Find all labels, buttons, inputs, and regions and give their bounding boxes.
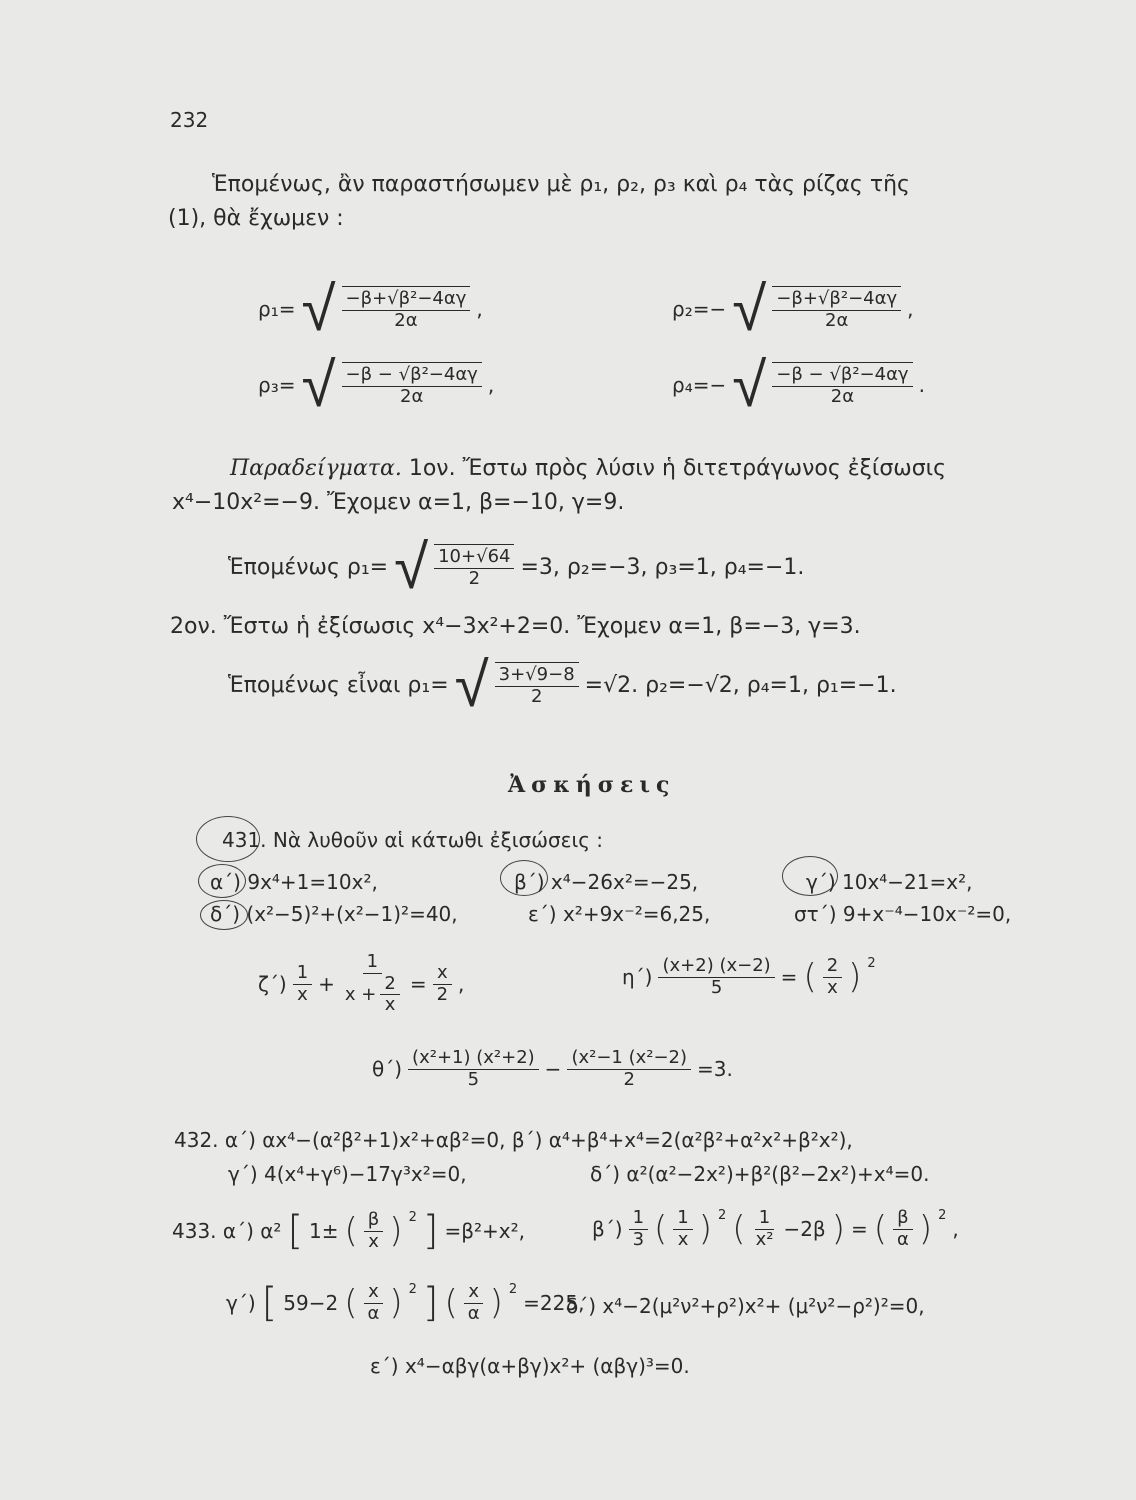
left-paren: (	[344, 1211, 358, 1252]
example-2-numerator: 3+√9−8	[495, 665, 579, 687]
sqrt-sign-icon: √	[301, 272, 336, 345]
root-3-label: ρ₃=	[258, 373, 296, 397]
fraction-numerator: (x²+1) (x²+2)	[408, 1048, 539, 1070]
fraction-denominator: 2	[623, 1068, 635, 1090]
exponent: 2	[938, 1208, 947, 1223]
fraction-denominator: 2	[436, 983, 449, 1005]
problem-433-e: ε΄) x⁴−αβγ(α+βγ)x²+ (αβγ)³=0.	[370, 1354, 690, 1378]
root-4-numerator: −β − √β²−4αγ	[772, 365, 912, 387]
fraction-denominator: x	[384, 994, 396, 1016]
right-bracket: ]	[422, 1280, 439, 1327]
fraction-numerator: x	[433, 963, 452, 985]
problem-433-a	[172, 1208, 525, 1255]
left-paren: (	[873, 1209, 887, 1250]
right-paren: )	[831, 1209, 845, 1250]
fraction-denominator: x²	[755, 1228, 774, 1250]
intro-line-2: (1), θὰ ἔχωμεν :	[168, 206, 344, 231]
root-1-label: ρ₁=	[258, 297, 296, 321]
example-1-intro: 1ον. Ἔστω πρὸς λύσιν ἡ διτετράγωνος ἐξίσωσις	[408, 456, 946, 481]
problem-433-g-rhs: =225,	[523, 1291, 585, 1316]
examples-heading: Παραδείγματα.	[230, 456, 402, 481]
example-1-numerator: 10+√64	[434, 547, 514, 569]
fraction-numerator: 1	[293, 963, 312, 985]
sqrt-sign-icon: √	[454, 648, 489, 721]
fraction-denominator: α	[467, 1302, 480, 1324]
exponent: 2	[718, 1208, 727, 1223]
intro-line-1: Ἑπομένως, ἂν παραστήσωμεν μὲ ρ₁, ρ₂, ρ₃ καὶ ρ₄ τὰς ρίζας τῆς	[212, 172, 910, 197]
right-paren: )	[698, 1209, 713, 1250]
plus-sign: +	[318, 972, 335, 997]
sqrt-sign-icon: √	[732, 272, 767, 345]
problem-431-a: α΄) 9x⁴+1=10x²,	[210, 870, 378, 894]
exponent: 2	[508, 1282, 518, 1297]
problem-432-line-1: 432. α΄) αx⁴−(α²β²+1)x²+αβ²=0, β΄) α⁴+β⁴+x⁴=2(α²β²+α²x²+β²x²),	[174, 1128, 853, 1152]
fraction-denominator: x	[677, 1228, 689, 1250]
problem-431-th	[372, 1048, 733, 1090]
problem-433-b-label: β΄)	[592, 1217, 623, 1242]
root-2-numerator: −β+√β²−4αγ	[772, 289, 901, 311]
problem-433-d: δ΄) x⁴−2(μ²ν²+ρ²)x²+ (μ²ν²−ρ²)²=0,	[566, 1294, 925, 1318]
exponent: 2	[408, 1210, 417, 1225]
minus-two-beta: −2β	[783, 1217, 826, 1242]
problem-433-a-label: 433. α΄) α²	[172, 1219, 282, 1244]
problem-431-intro: 431. Νὰ λυθοῦν αἱ κάτωθι ἐξισώσεις :	[222, 828, 604, 852]
problem-431-th-label: θ΄)	[372, 1057, 403, 1082]
fraction-numerator: β	[364, 1210, 384, 1232]
fraction-denominator: x	[827, 976, 838, 998]
exponent: 2	[408, 1282, 417, 1297]
left-paren: (	[732, 1209, 746, 1250]
sqrt-sign-icon: √	[394, 530, 429, 603]
fraction-numerator: x	[464, 1282, 483, 1304]
root-4-label: ρ₄=−	[672, 373, 727, 397]
root-1-numerator: −β+√β²−4αγ	[342, 289, 471, 311]
problem-432-d: δ΄) α²(α²−2x²)+β²(β²−2x²)+x⁴=0.	[590, 1162, 930, 1186]
exponent: 2	[867, 956, 876, 971]
problem-431-st: στ΄) 9+x⁻⁴−10x⁻²=0,	[794, 902, 1012, 926]
left-bracket: [	[261, 1280, 278, 1327]
problem-431-b: β΄) x⁴−26x²=−25,	[514, 870, 699, 894]
problem-431-e: ε΄) x²+9x⁻²=6,25,	[528, 902, 711, 926]
right-paren: )	[389, 1211, 403, 1252]
fraction-numerator: 1	[673, 1208, 692, 1230]
example-2-result	[228, 648, 897, 721]
examples-line-1	[230, 456, 946, 481]
example-1-equation: x⁴−10x²=−9. Ἔχομεν α=1, β=−10, γ=9.	[172, 490, 625, 515]
fraction-denominator: 3	[632, 1228, 645, 1250]
fraction-numerator: (x+2) (x−2)	[658, 956, 774, 978]
fraction-denominator: 5	[710, 976, 723, 998]
comma: ,	[458, 972, 465, 997]
fraction-denominator: 5	[467, 1068, 480, 1090]
root-3	[258, 348, 495, 421]
root-4-period: .	[918, 373, 925, 397]
left-paren: (	[654, 1209, 668, 1250]
equals-sign: =	[780, 965, 798, 990]
plus-minus-one: 1±	[309, 1219, 339, 1244]
problem-433-g-label: γ΄)	[226, 1291, 256, 1316]
page-number: 232	[170, 108, 209, 132]
fraction-numerator: (x²−1 (x²−2)	[567, 1048, 691, 1070]
root-4-denominator: 2α	[830, 386, 855, 407]
fraction-numerator: 1	[363, 952, 382, 974]
problem-431-g: γ΄) 10x⁴−21=x²,	[806, 870, 973, 894]
root-2-label: ρ₂=−	[672, 297, 727, 321]
fraction-denominator: x	[368, 1230, 379, 1252]
example-1-result-suffix: =3, ρ₂=−3, ρ₃=1, ρ₄=−1.	[520, 554, 805, 580]
right-bracket: ]	[422, 1208, 439, 1255]
root-2	[672, 272, 914, 345]
example-1-denominator: 2	[468, 568, 481, 589]
fraction-denominator: x	[297, 983, 308, 1005]
root-2-denominator: 2α	[825, 310, 849, 331]
root-3-numerator: −β − √β²−4αγ	[342, 365, 482, 387]
example-2-result-suffix: =√2. ρ₂=−√2, ρ₄=1, ρ₁=−1.	[584, 672, 897, 698]
fraction-numerator: 1	[755, 1208, 774, 1230]
root-3-denominator: 2α	[400, 386, 424, 407]
exercises-heading: Ἀσκήσεις	[508, 772, 676, 798]
right-paren: )	[389, 1283, 403, 1324]
fraction-denominator: α	[367, 1302, 380, 1324]
fraction-numerator: x	[364, 1282, 383, 1304]
fraction-numerator: 2	[823, 956, 842, 978]
example-1-result-prefix: Ἑπομένως ρ₁=	[228, 554, 389, 580]
equals-sign: =	[850, 1217, 868, 1242]
left-paren: (	[344, 1283, 358, 1324]
fraction-denominator: x +	[344, 983, 377, 1005]
root-1-comma: ,	[476, 297, 483, 321]
comma: ,	[952, 1217, 959, 1242]
left-paren: (	[444, 1283, 458, 1324]
equals-three: =3.	[697, 1057, 733, 1082]
fraction-numerator: 1	[629, 1208, 648, 1230]
problem-433-b	[592, 1208, 959, 1250]
left-paren: (	[803, 957, 817, 998]
problem-431-h	[622, 956, 876, 998]
fraction-numerator: β	[893, 1208, 913, 1230]
fraction-denominator: α	[896, 1228, 909, 1250]
problem-431-z	[258, 952, 464, 1016]
fifty-nine-minus-two: 59−2	[283, 1291, 339, 1316]
problem-432-g: γ΄) 4(x⁴+γ⁶)−17γ³x²=0,	[228, 1162, 467, 1186]
problem-431-h-label: η΄)	[622, 965, 653, 990]
equals-sign: =	[409, 972, 427, 997]
problem-431-d: δ΄) (x²−5)²+(x²−1)²=40,	[210, 902, 458, 926]
example-2-result-prefix: Ἑπομένως εἶναι ρ₁=	[228, 672, 449, 698]
problem-433-a-rhs: =β²+x²,	[444, 1219, 525, 1244]
left-bracket: [	[287, 1208, 304, 1255]
right-paren: )	[918, 1209, 933, 1250]
minus-sign: −	[544, 1057, 562, 1082]
sqrt-sign-icon: √	[732, 348, 767, 421]
root-4	[672, 348, 925, 421]
root-1	[258, 272, 483, 345]
example-2-line: 2ον. Ἔστω ἡ ἐξίσωσις x⁴−3x²+2=0. Ἔχομεν α=1, β=−3, γ=3.	[170, 614, 861, 639]
problem-431-z-label: ζ΄)	[258, 972, 287, 997]
example-2-denominator: 2	[530, 686, 543, 707]
root-3-comma: ,	[487, 373, 495, 397]
right-paren: )	[489, 1283, 503, 1324]
fraction-numerator: 2	[380, 974, 399, 996]
root-2-comma: ,	[907, 297, 914, 321]
right-paren: )	[848, 957, 862, 998]
root-1-denominator: 2α	[394, 310, 418, 331]
sqrt-sign-icon: √	[301, 348, 336, 421]
problem-433-g	[226, 1280, 585, 1327]
example-1-result	[228, 530, 805, 603]
